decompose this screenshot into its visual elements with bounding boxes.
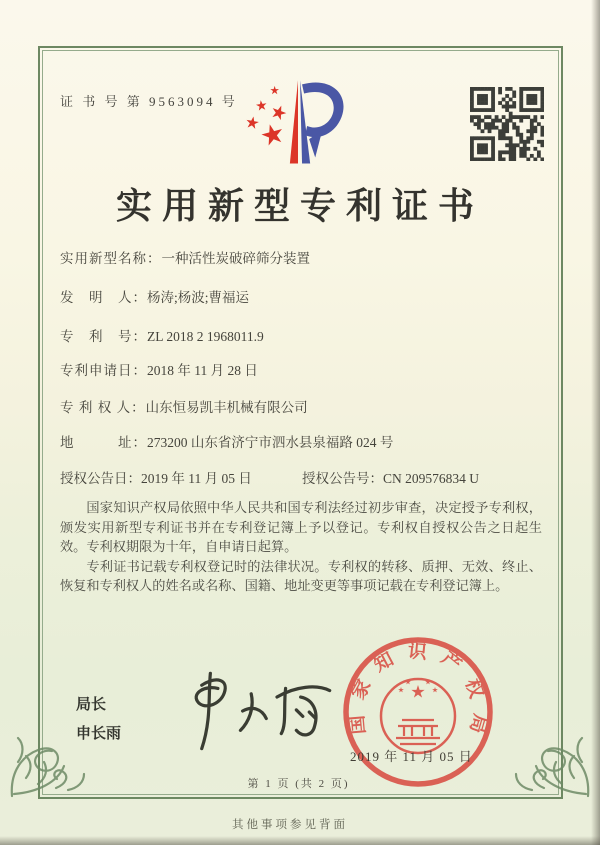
logo-cone-left [290,80,298,163]
legal-text [60,498,542,596]
signer-name: 申长雨 [76,725,122,742]
page-number: 第 1 页 (共 2 页) [247,778,350,790]
logo-p-bowl [302,82,343,137]
seal-national-emblem [381,679,455,753]
field-inventors [60,286,249,306]
grant-number-field [302,467,479,487]
signer-role: 局长 [76,696,107,713]
field-filing-date [60,359,258,379]
grant-date-field [60,467,252,487]
grant-date-label: 授权公告日： [60,471,141,486]
field-label: 发 明 人： [60,290,147,305]
field-value: ZL 2018 2 1968011.9 [147,329,264,344]
legal-paragraph: 国家知识产权局依照中华人民共和国专利法经过初步审查，决定授予专利权，颁发实用新型专利证书并在专利登记簿上予以登记。专利权自授权公告之日起生效。专利权期限为十年，自申请日起算。 [60,500,542,554]
back-side-note: 其他事项参见背面 [232,819,348,831]
field-value: 杨涛;杨波;曹福运 [147,290,250,305]
legal-paragraph: 专利证书记载专利权登记时的法律状况。专利权的转移、质押、无效、终止、恢复和专利权人的姓名或名称、国籍、地址变更等事项记载在专利登记簿上。 [60,558,542,593]
certificate-title: 实用新型专利证书 [115,186,484,226]
field-label: 专利申请日： [60,363,147,378]
field-value: 273200 山东省济宁市泗水县泉福路 024 号 [147,435,394,450]
field-label: 实用新型名称： [60,251,162,266]
star-icon [270,86,279,94]
field-label: 专 利 权 人： [60,400,146,415]
field-utility-model-name [60,247,310,267]
star-icon [270,103,288,121]
field-patentee [60,396,308,416]
field-address [60,431,393,451]
certificate-number: 证 书 号 第 9563094 号 [60,94,238,109]
star-icon [245,115,259,129]
seal-agency-text: 国家知识产权局 [345,640,491,749]
field-patent-number [60,325,264,345]
qr-code [470,87,544,161]
seal-date: 2019 年 11 月 05 日 [350,749,473,764]
cnipa-seal-icon [338,632,498,792]
grant-number-value: CN 209576834 U [383,471,480,486]
field-value: 2018 年 11 月 28 日 [147,363,258,378]
scan-edge-bottom [0,836,600,845]
field-label: 专 利 号： [60,329,147,344]
grant-number-label: 授权公告号： [302,471,383,486]
star-icon [255,99,267,110]
field-value: 山东恒易凯丰机械有限公司 [145,400,308,415]
field-label: 地 址： [60,435,147,450]
cnipa-logo-icon [228,70,370,182]
scan-edge-right [591,0,600,845]
field-value: 一种活性炭破碎筛分装置 [161,251,310,266]
star-icon [259,122,285,147]
logo-stars [245,86,288,147]
handwritten-signature-icon [168,668,343,754]
grant-date-value: 2019 年 11 月 05 日 [141,471,252,486]
